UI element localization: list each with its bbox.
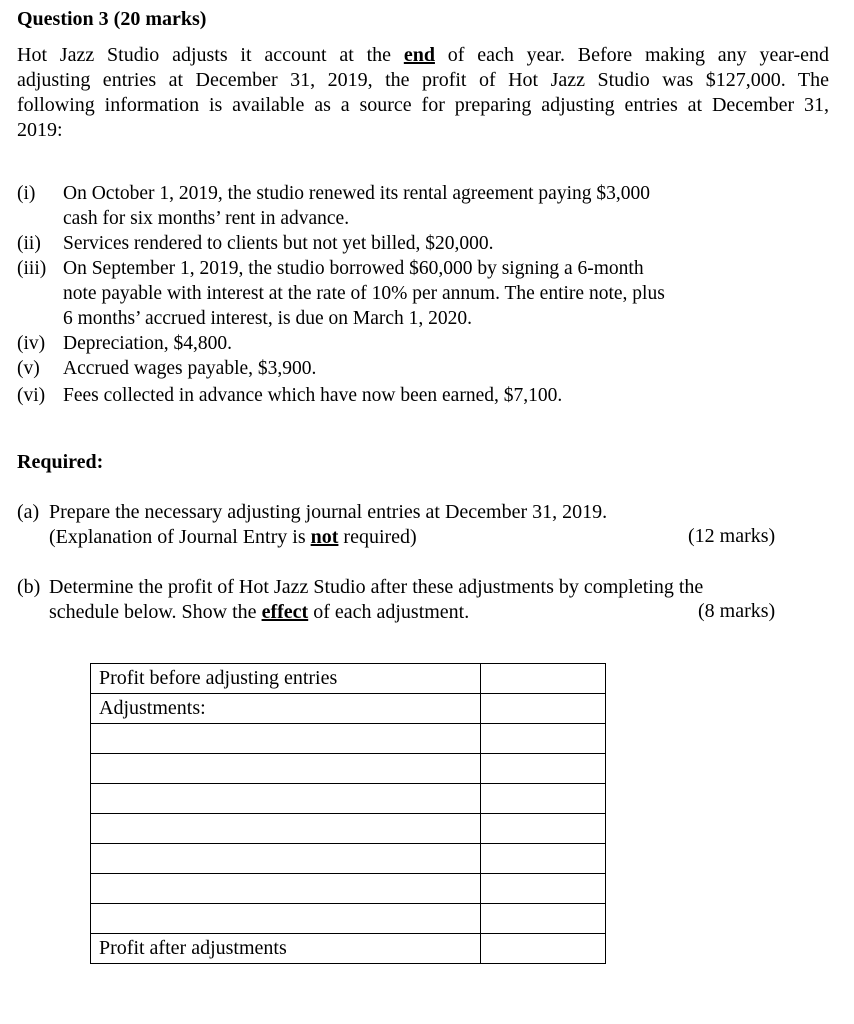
schedule-value-cell[interactable] — [481, 874, 606, 904]
schedule-label-cell[interactable] — [91, 844, 481, 874]
list-item — [17, 231, 777, 256]
schedule-value-cell[interactable] — [481, 844, 606, 874]
required-heading: Required: — [17, 451, 104, 473]
list-item — [17, 383, 777, 408]
item-text-line: note payable with interest at the rate of 10% per annum. The entire note, plus — [63, 283, 665, 304]
item-text-line: Fees collected in advance which have now been earned, $7,100. — [63, 385, 563, 406]
question-intro — [17, 43, 829, 143]
schedule-value-cell[interactable] — [481, 754, 606, 784]
item-text-line: Accrued wages payable, $3,900. — [63, 358, 317, 379]
schedule-label-cell[interactable] — [91, 904, 481, 934]
schedule-value-cell[interactable] — [481, 814, 606, 844]
item-text-line: Depreciation, $4,800. — [63, 333, 232, 354]
part-a-marks: (12 marks) — [688, 525, 776, 547]
part-a-line-2: (Explanation of Journal Entry is not required) — [49, 526, 417, 548]
emphasis-not: not — [310, 526, 339, 548]
schedule-value-cell[interactable] — [481, 904, 606, 934]
table-row — [91, 664, 606, 694]
schedule-value-cell[interactable] — [481, 724, 606, 754]
table-row — [91, 694, 606, 724]
part-a-line-1: Prepare the necessary adjusting journal entries at December 31, 2019. — [49, 501, 608, 523]
item-number: (ii) — [17, 233, 41, 254]
table-row — [91, 784, 606, 814]
schedule-label-cell[interactable] — [91, 784, 481, 814]
schedule-label-cell: Profit before adjusting entries — [91, 664, 481, 694]
table-row — [91, 814, 606, 844]
table-row — [91, 874, 606, 904]
part-b-label: (b) — [17, 576, 41, 598]
intro-line-2: adjusting entries at December 31, 2019, the profit of Hot Jazz Studio was $127,000. The — [17, 69, 829, 91]
part-a-label: (a) — [17, 501, 40, 523]
schedule-label-cell[interactable] — [91, 874, 481, 904]
table-row — [91, 724, 606, 754]
intro-line-3: following information is available as a source for preparing adjusting entries at December 31, — [17, 94, 829, 116]
item-number: (v) — [17, 358, 40, 379]
schedule-value-cell[interactable] — [481, 934, 606, 964]
item-number: (iii) — [17, 258, 47, 279]
schedule-value-cell[interactable] — [481, 694, 606, 724]
table-row — [91, 904, 606, 934]
list-item — [17, 356, 777, 381]
item-text-line: cash for six months’ rent in advance. — [63, 208, 350, 229]
table-row — [91, 754, 606, 784]
list-item — [17, 256, 777, 331]
question-title: Question 3 (20 marks) — [17, 8, 207, 30]
emphasis-end: end — [403, 44, 435, 66]
emphasis-effect: effect — [261, 601, 309, 623]
item-text-line: Services rendered to clients but not yet billed, $20,000. — [63, 233, 494, 254]
item-number: (iv) — [17, 333, 46, 354]
table-row — [91, 934, 606, 964]
item-text-line: On September 1, 2019, the studio borrowed $60,000 by signing a 6-month — [63, 258, 644, 279]
intro-line-1: Hot Jazz Studio adjusts it account at the end of each year. Before making any year-end — [17, 44, 830, 66]
part-b — [17, 575, 817, 625]
schedule-label-cell[interactable] — [91, 754, 481, 784]
part-b-line-2: schedule below. Show the effect of each adjustment. — [49, 601, 470, 623]
list-item — [17, 181, 777, 231]
item-text-line: On October 1, 2019, the studio renewed its rental agreement paying $3,000 — [63, 183, 651, 204]
schedule-value-cell[interactable] — [481, 664, 606, 694]
schedule-label-cell: Adjustments: — [91, 694, 481, 724]
part-b-line-1: Determine the profit of Hot Jazz Studio after these adjustments by completing the — [49, 576, 704, 598]
schedule-label-cell: Profit after adjustments — [91, 934, 481, 964]
profit-schedule-table — [90, 663, 606, 964]
schedule-label-cell[interactable] — [91, 814, 481, 844]
item-number: (i) — [17, 183, 36, 204]
list-item — [17, 331, 777, 356]
schedule-value-cell[interactable] — [481, 784, 606, 814]
schedule-label-cell[interactable] — [91, 724, 481, 754]
intro-line-4: 2019: — [17, 119, 63, 141]
item-text-line: 6 months’ accrued interest, is due on March 1, 2020. — [63, 308, 473, 329]
part-b-marks: (8 marks) — [698, 600, 776, 622]
table-row — [91, 844, 606, 874]
item-number: (vi) — [17, 385, 46, 406]
